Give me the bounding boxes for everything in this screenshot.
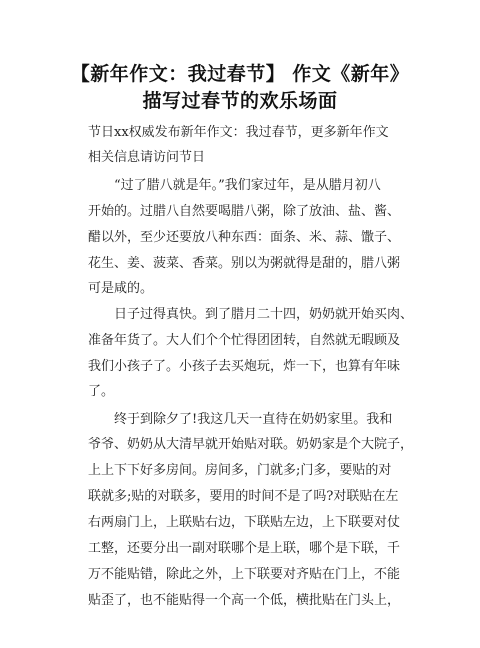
text-line: 醋以外，至少还要放八种东西：面条、米、蒜、馓子、 [88, 230, 401, 245]
text-line: 右两扇门上，上联贴右边，下联贴左边，上下联要对仗 [88, 515, 401, 530]
text-line: 爷爷、奶奶从大清早就开始贴对联。奶奶家是个大院子， [88, 437, 414, 452]
document-title-line-2: 描写过春节的欢乐场面 [142, 90, 338, 112]
text-line: “过了腊八就是年。”我们家过年，是从腊月初八 [114, 178, 381, 193]
text-line: 贴歪了，也不能贴得一个高一个低，横批贴在门头上， [88, 593, 401, 608]
text-line: 开始的。过腊八自然要喝腊八粥，除了放油、盐、酱、 [88, 204, 401, 219]
text-line: 了。 [88, 384, 115, 399]
text-line: 节日xx权威发布新年作文：我过春节，更多新年作文 [88, 125, 389, 140]
text-line: 工整，还要分出一副对联哪个是上联，哪个是下联，千 [88, 541, 401, 556]
text-line: 相关信息请访问节日 [88, 150, 206, 165]
text-line: 日子过得真快。到了腊月二十四，奶奶就开始买肉、 [114, 307, 414, 322]
text-line: 联就多;贴的对联多，要用的时间不是了吗?对联贴在左 [88, 489, 399, 504]
text-line: 万不能贴错，除此之外，上下联要对齐贴在门上，不能 [88, 567, 401, 582]
text-line: 上上下下好多房间。房间多，门就多;门多，要贴的对 [88, 463, 392, 478]
text-line: 我们小孩子了。小孩子去买炮玩，炸一下，也算有年味 [88, 359, 401, 374]
text-line: 可是咸的。 [88, 281, 154, 296]
document-title-line-1: 【新年作文：我过春节】 作文《新年》 [70, 63, 410, 85]
text-line: 准备年货了。大人们个个忙得团团转，自然就无暇顾及 [88, 333, 401, 348]
text-line: 终于到除夕了!我这几天一直待在奶奶家里。我和 [114, 412, 393, 427]
text-line: 花生、姜、菠菜、香菜。别以为粥就得是甜的，腊八粥 [88, 256, 401, 271]
